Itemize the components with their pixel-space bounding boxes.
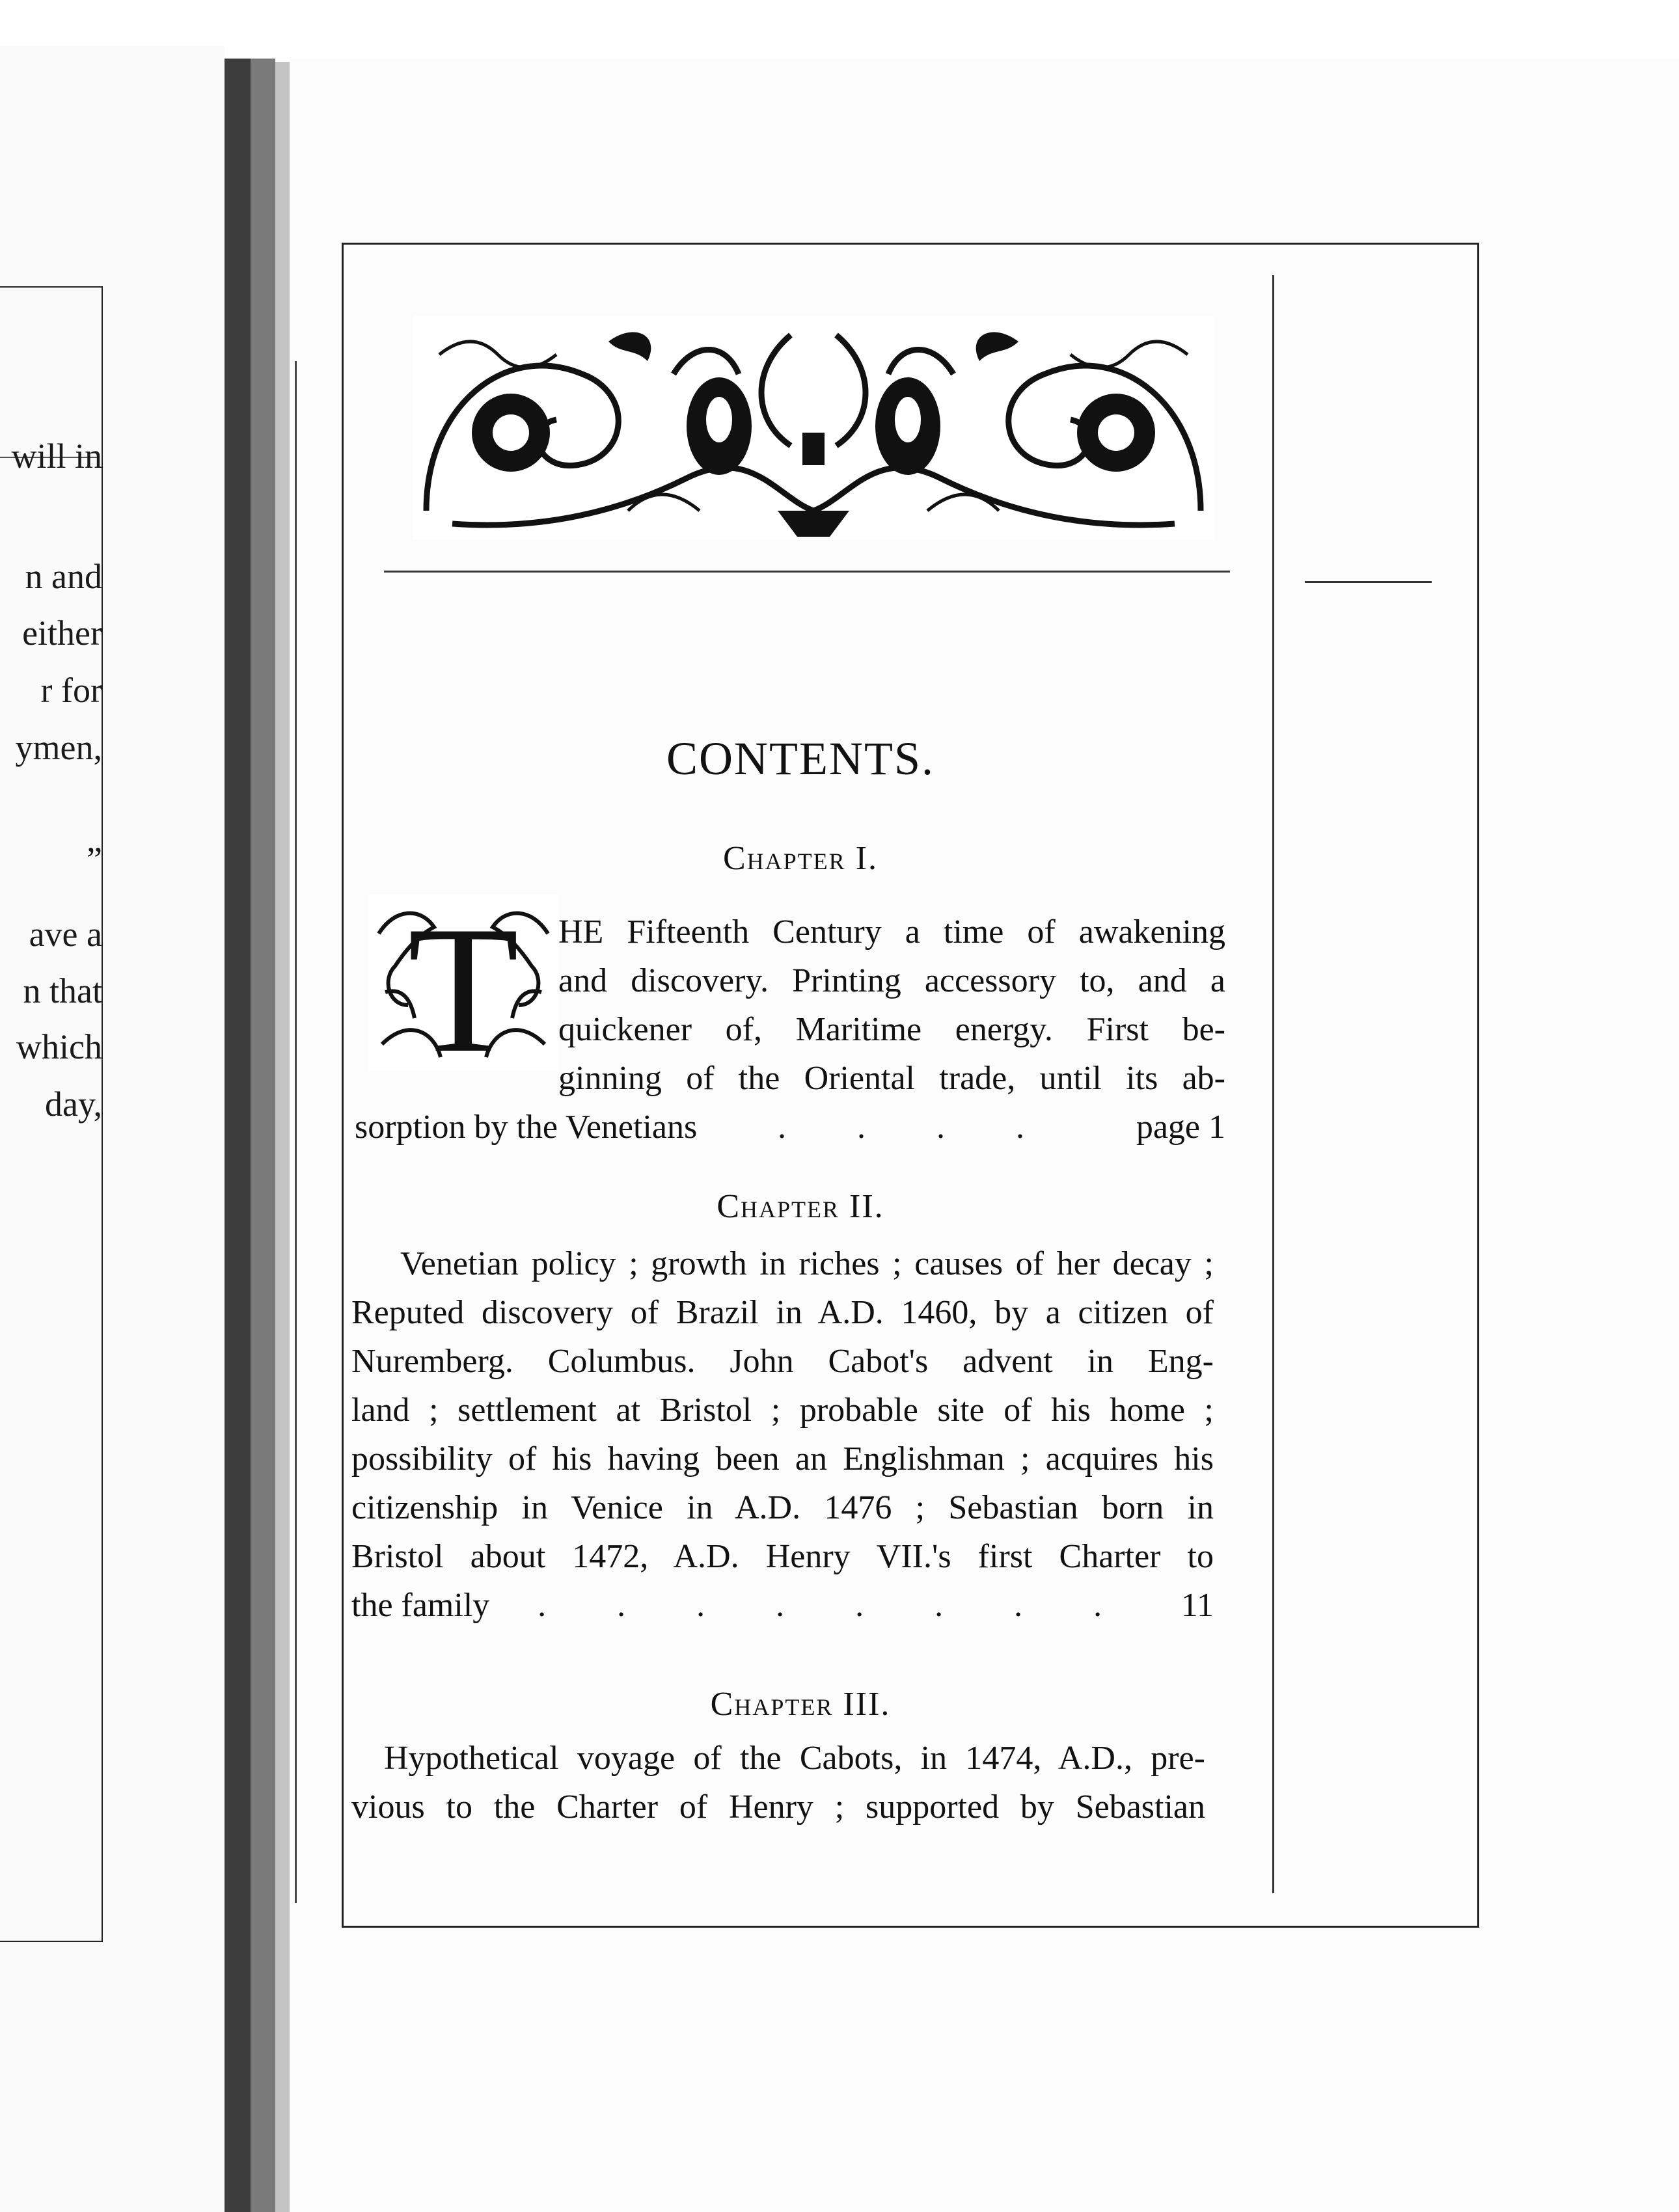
dot-leader: . . . . . . . . bbox=[538, 1587, 1134, 1624]
left-page-line: ymen, bbox=[15, 728, 102, 767]
binding-gutter-edge bbox=[275, 62, 290, 2212]
headpiece-rule bbox=[384, 571, 1230, 573]
chapter-heading: Chapter I. bbox=[722, 840, 878, 877]
summary-last-line bbox=[355, 1103, 1225, 1152]
summary-line: citizenship in Venice in A.D. 1476 ; Sebastian born in bbox=[351, 1489, 1214, 1526]
left-page-line: will in bbox=[11, 437, 102, 476]
binding-gutter bbox=[251, 59, 275, 2212]
summary-last-line bbox=[351, 1581, 1214, 1630]
summary-line: land ; settlement at Bristol ; probable site of his home ; bbox=[351, 1392, 1214, 1429]
chapter-summary bbox=[351, 1734, 1205, 1831]
summary-line: vious to the Charter of Henry ; supported by Sebastian bbox=[351, 1788, 1205, 1826]
left-page-line: ” bbox=[87, 840, 102, 879]
page-frame-left-rule bbox=[295, 361, 297, 1903]
decorated-initial bbox=[369, 895, 558, 1070]
left-page-line: either bbox=[22, 614, 102, 653]
margin-rule bbox=[1305, 581, 1432, 583]
summary-line: the family bbox=[351, 1587, 490, 1624]
page-reference: 11 bbox=[1181, 1587, 1214, 1624]
chapter-summary-end bbox=[355, 1103, 1225, 1152]
page-reference: page 1 bbox=[1136, 1109, 1225, 1146]
left-page-line: n and bbox=[25, 557, 102, 596]
summary-line: HE Fifteenth Century a time of awakening bbox=[558, 913, 1225, 951]
summary-line: quickener of, Maritime energy. First be- bbox=[558, 1011, 1225, 1048]
left-page-line: day, bbox=[45, 1085, 102, 1124]
page-title: CONTENTS. bbox=[666, 733, 935, 785]
chapter-heading: Chapter III. bbox=[710, 1686, 891, 1723]
summary-line: possibility of his having been an Englishman ; acquires his bbox=[351, 1440, 1214, 1477]
left-page-line: which bbox=[16, 1027, 102, 1066]
summary-line: Venetian policy ; growth in riches ; causes of her decay ; bbox=[400, 1245, 1214, 1282]
left-page-line: ave a bbox=[29, 915, 102, 954]
summary-line: Hypothetical voyage of the Cabots, in 1474, A.D., pre- bbox=[384, 1740, 1205, 1777]
previous-page bbox=[0, 46, 225, 2212]
summary-line: Bristol about 1472, A.D. Henry VII.'s first Charter to bbox=[351, 1538, 1214, 1575]
summary-line: and discovery. Printing accessory to, and a bbox=[558, 962, 1225, 999]
summary-line: Nuremberg. Columbus. John Cabot's advent in Eng- bbox=[351, 1343, 1214, 1380]
summary-line: ginning of the Oriental trade, until its ab- bbox=[558, 1060, 1225, 1097]
binding-gutter-shadow bbox=[225, 59, 251, 2212]
left-page-line: r for bbox=[40, 671, 102, 710]
dropcap-letter: T bbox=[407, 895, 519, 1070]
page-frame-inner-rule bbox=[1272, 275, 1274, 1893]
chapter-heading: Chapter II. bbox=[717, 1188, 884, 1225]
summary-line: sorption by the Venetians bbox=[355, 1109, 698, 1146]
ornamental-headpiece bbox=[413, 316, 1214, 540]
summary-line: Reputed discovery of Brazil in A.D. 1460, by a citizen of bbox=[351, 1294, 1214, 1331]
left-page-line: n that bbox=[23, 971, 102, 1010]
left-frame-top-rule bbox=[0, 286, 103, 288]
chapter-summary bbox=[351, 1239, 1214, 1630]
left-frame-bottom-rule bbox=[0, 1941, 103, 1942]
dot-leader: . . . . bbox=[778, 1109, 1056, 1146]
chapter-summary bbox=[558, 908, 1225, 1103]
